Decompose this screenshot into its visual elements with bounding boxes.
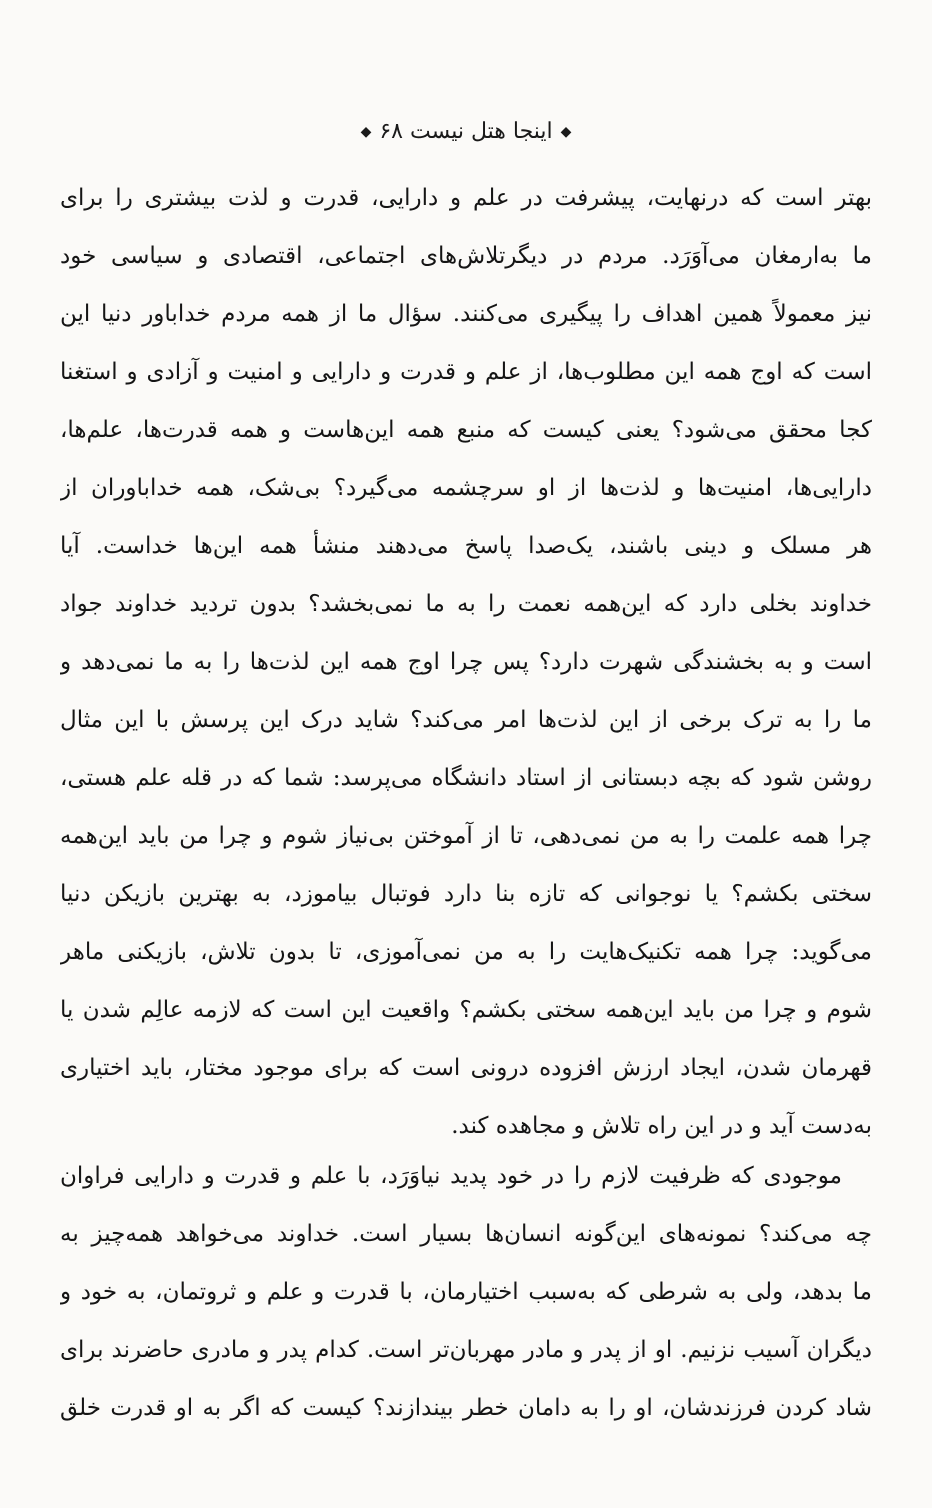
book-title: اینجا هتل نیست xyxy=(409,119,553,144)
paragraph-1 xyxy=(60,169,872,1155)
text-line: چرا همه علمت را به من نمی‌دهی، تا از آموختن بی‌نیاز شوم و چرا من باید این‌همه xyxy=(60,823,872,849)
paragraph-2 xyxy=(60,1147,872,1437)
text-line: به‌دست آید و در این راه تلاش و مجاهده کند. xyxy=(451,1113,872,1139)
page-number: ۶۸ xyxy=(379,119,403,144)
text-line: ما را به ترک برخی از این لذت‌ها امر می‌کند؟ شاید درک این پرسش با این مثال xyxy=(60,707,872,733)
text-line: خداوند بخلی دارد که این‌همه نعمت را به ما نمی‌بخشد؟ بدون تردید خداوند جواد xyxy=(60,591,872,617)
text-line: هر مسلک و دینی باشند، یک‌صدا پاسخ می‌دهند منشأ همه این‌ها خداست. آیا xyxy=(60,533,872,559)
text-line: ما به‌ارمغان می‌آوَرَد. مردم در دیگرتلاش‌های اجتماعی، اقتصادی و سیاسی خود xyxy=(60,243,872,269)
text-line: سختی بکشم؟ یا نوجوانی که تازه بنا دارد فوتبال بیاموزد، به بهترین بازیکن دنیا xyxy=(60,881,872,907)
text-line: می‌گوید: چرا همه تکنیک‌هایت را به من نمی‌آموزی، تا بدون تلاش، بازیکنی ماهر xyxy=(60,939,872,965)
text-line: شوم و چرا من باید این‌همه سختی بکشم؟ واقعیت این است که لازمه عالِم شدن یا xyxy=(60,997,872,1023)
text-line: موجودی که ظرفیت لازم را در خود پدید نیاوَرَد، با علم و قدرت و دارایی فراوان xyxy=(60,1163,842,1189)
ornament-icon: ◆ xyxy=(360,124,372,140)
text-line: است که اوج همه این مطلوب‌ها، از علم و قدرت و دارایی و امنیت و آزادی و استغنا xyxy=(60,359,872,385)
running-header xyxy=(0,112,932,152)
text-line: قهرمان شدن، ایجاد ارزش افزوده درونی است که برای موجود مختار، باید اختیاری xyxy=(60,1055,872,1081)
text-line: دیگران آسیب نزنیم. او از پدر و مادر مهربان‌تر است. کدام پدر و مادری حاضرند برای xyxy=(60,1337,872,1363)
text-line: روشن شود که بچه دبستانی از استاد دانشگاه می‌پرسد: شما که در قله علم هستی، xyxy=(60,765,872,791)
text-line: است و به بخشندگی شهرت دارد؟ پس چرا اوج همه این لذت‌ها را به ما نمی‌دهد و xyxy=(60,649,872,675)
text-line: شاد کردن فرزندشان، او را به دامان خطر بیندازند؟ کیست که اگر به او قدرت خلق xyxy=(60,1395,872,1421)
text-line: دارایی‌ها، امنیت‌ها و لذت‌ها از او سرچشمه می‌گیرد؟ بی‌شک، همه خداباوران از xyxy=(60,475,872,501)
text-line: کجا محقق می‌شود؟ یعنی کیست که منبع همه این‌هاست و همه قدرت‌ها، علم‌ها، xyxy=(60,417,872,443)
text-line: چه می‌کند؟ نمونه‌های این‌گونه انسان‌ها بسیار است. خداوند می‌خواهد همه‌چیز به xyxy=(60,1221,872,1247)
text-line: ما بدهد، ولی به شرطی که به‌سبب اختیارمان، با قدرت و علم و ثروتمان، به خود و xyxy=(60,1279,872,1305)
text-line: نیز معمولاً همین اهداف را پیگیری می‌کنند. سؤال ما از همه مردم خداباور دنیا این xyxy=(60,301,872,327)
ornament-icon: ◆ xyxy=(560,124,572,140)
text-line: بهتر است که درنهایت، پیشرفت در علم و دارایی، قدرت و لذت بیشتری را برای xyxy=(60,185,872,211)
